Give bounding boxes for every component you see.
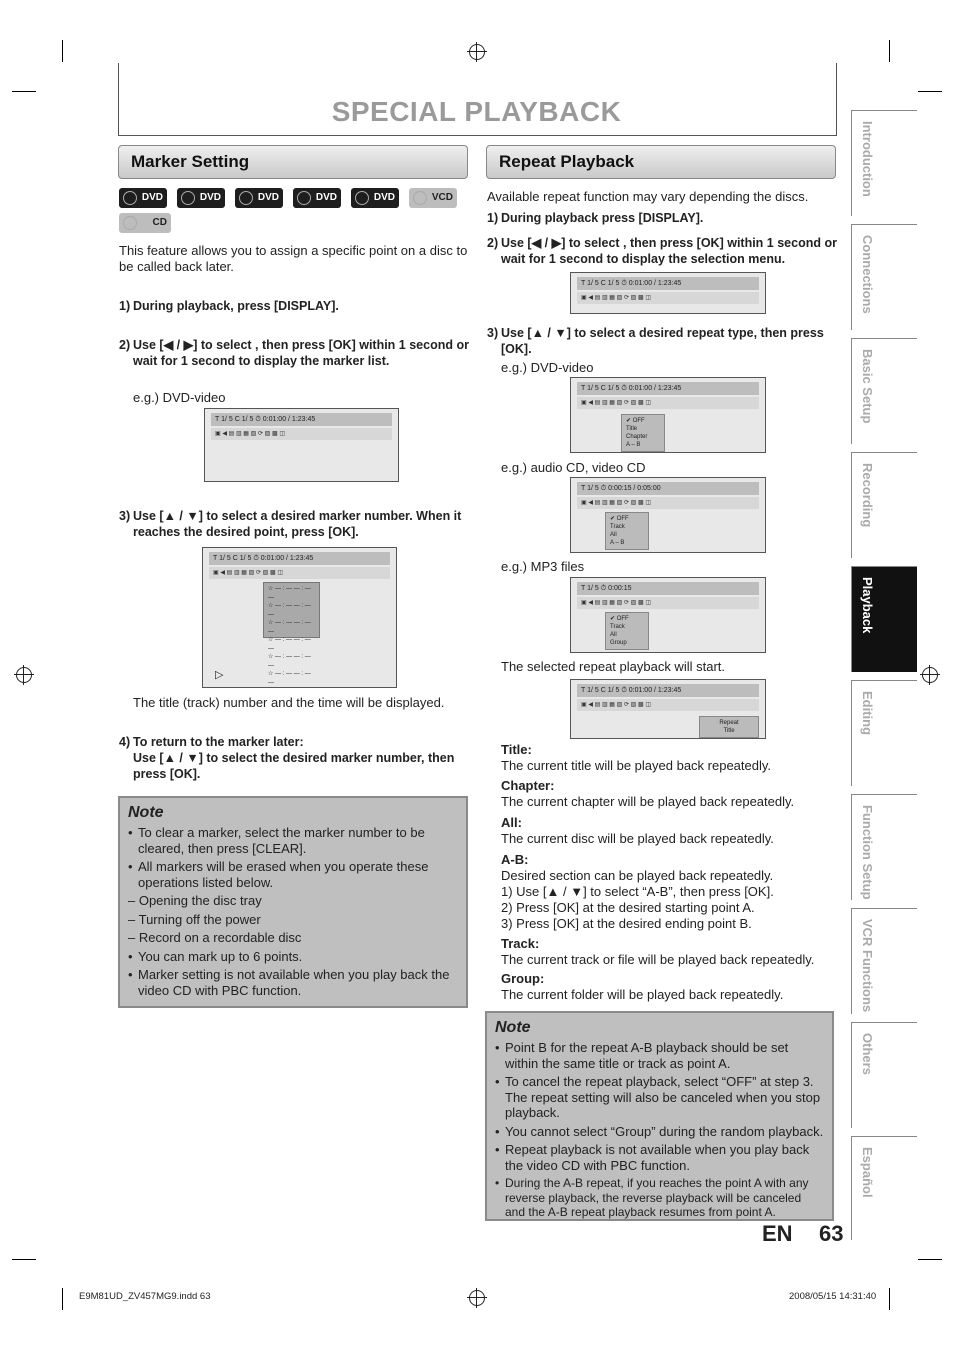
registration-mark-icon [469,1290,485,1306]
def-term: A-B: [501,852,529,867]
tab-others[interactable] [851,1022,917,1128]
marker-note-box [118,796,468,1008]
dvd-minus-r-icon: DVD [351,188,399,208]
marker-step-3-text: Use [▲ / ▼] to select a desired marker number. When it reaches the desired point, press [OK]. [133,509,462,539]
tab-label: Connections [860,235,875,314]
osd-icon-bar: ▣ ◀ ▤ ▥ ▦ ▧ ⟳ ▨ ▩ ◫ [577,699,759,711]
repeat-step-1: 1) During playback press [DISPLAY]. [487,210,837,226]
marker-step-2-text: Use [◀ / ▶] to select , then press [OK] within 1 second or wait for 1 second to display the marker list. [133,338,469,368]
marker-step-4-text: Use [▲ / ▼] to select the desired marker number, then press [OK]. [133,751,455,781]
menu-option: All [610,632,617,638]
osd-icon-bar: ▣ ◀ ▤ ▥ ▦ ▧ ⟳ ▨ ▩ ◫ [211,428,392,440]
note-title: Note [495,1019,531,1036]
dvd-minus-rw-icon: DVD [293,188,341,208]
crop-mark [12,91,36,92]
page-number: 63 [819,1221,844,1246]
osd-icon-bar: ▣ ◀ ▤ ▥ ▦ ▧ ⟳ ▨ ▩ ◫ [577,292,759,304]
repeat-eg-cd: e.g.) audio CD, video CD [501,460,646,475]
note-item: • You cannot select “Group” during the random playback. [495,1124,824,1140]
osd-status-bar: T 1/ 5 C 1/ 5 ⏱ 0:01:00 / 1:23:45 [577,277,759,290]
note-item: • To cancel the repeat playback, select “OFF” at step 3. The repeat setting will also be canceled when you stop playback. [495,1074,824,1121]
tab-label: Basic Setup [860,349,875,424]
menu-option: ✔ OFF [610,616,629,622]
osd-repeat-menu-cd [570,477,766,553]
def-desc: The current track or file will be played back repeatedly. [501,952,815,967]
osd-icon-bar: ▣ ◀ ▤ ▥ ▦ ▧ ⟳ ▨ ▩ ◫ [577,597,759,609]
def-desc: The current chapter will be played back repeatedly. [501,794,795,809]
repeat-menu [605,612,649,650]
osd-icon-bar: ▣ ◀ ▤ ▥ ▦ ▧ ⟳ ▨ ▩ ◫ [577,397,759,409]
repeat-eg-mp3: e.g.) MP3 files [501,559,585,574]
page-title: SPECIAL PLAYBACK [331,96,622,127]
repeat-menu [605,512,649,550]
repeat-status-box [699,716,759,738]
tab-label: VCR Functions [860,919,875,1013]
note-subitem: – Turning off the power [128,911,261,927]
note-item: • Point B for the repeat A-B playback should be set within the same title or track as point A. [495,1040,824,1071]
tab-label: Editing [860,691,875,736]
note-title: Note [128,804,164,821]
repeat-status-value: Title [723,728,735,734]
marker-step-4: 4) To return to the marker later: Use [▲ / ▼] to select the desired marker number, then press [OK]. [119,734,469,782]
note-item: • To clear a marker, select the marker number to be cleared, then press [CLEAR]. [128,825,458,856]
osd-status-bar: T 1/ 5 C 1/ 5 ⏱ 0:01:00 / 1:23:45 [577,684,759,697]
osd-status-bar: T 1/ 5 C 1/ 5 ⏱ 0:01:00 / 1:23:45 [209,552,390,565]
tab-label: Playback [860,577,875,634]
osd-icon-bar: ▣ ◀ ▤ ▥ ▦ ▧ ⟳ ▨ ▩ ◫ [577,497,759,509]
marker-step-4-title: To return to the marker later: [133,735,304,749]
marker-list [263,582,320,686]
tab-vcr-functions[interactable] [851,908,917,1014]
osd-marker-display [204,408,399,482]
repeat-step-3-text: Use [▲ / ▼] to select a desired repeat type, then press [OK]. [501,326,824,356]
menu-option: ✔ OFF [626,418,645,424]
marker-item: ☆ — : — — : — — [268,654,311,669]
dvd-plus-rw-icon: DVD [177,188,225,208]
osd-status-bar: T 1/ 5 ⏱ 0:00:15 [577,582,759,595]
osd-status-bar: T 1/ 5 C 1/ 5 ⏱ 0:01:00 / 1:23:45 [577,382,759,395]
crop-mark [918,91,942,92]
repeat-intro: Available repeat function may vary depending the discs. [487,189,809,204]
marker-item: ☆ — : — — : — — [268,620,311,635]
menu-option: Group [610,640,627,646]
tab-label: Function Setup [860,805,875,900]
print-date: 2008/05/15 14:31:40 [789,1291,877,1302]
osd-repeat-display [570,272,766,314]
note-item: • All markers will be erased when you operate these operations listed below. [128,859,458,890]
marker-intro: This feature allows you to assign a specific point on a disc to be called back later. [119,243,468,274]
crop-mark [889,40,890,62]
file-name: E9M81UD_ZV457MG9.indd 63 [79,1291,211,1302]
repeat-step-1-text: During playback press [DISPLAY]. [501,211,704,225]
repeat-playback-heading: Repeat Playback [486,145,836,179]
menu-option: ✔ OFF [610,516,629,522]
tab-espanol[interactable] [851,1136,917,1240]
osd-repeat-active [570,679,766,739]
tab-label: Español [860,1147,875,1198]
repeat-note-box [485,1011,834,1221]
marker-eg-dvd: e.g.) DVD-video [133,390,226,405]
repeat-eg-dvd: e.g.) DVD-video [501,360,594,375]
crop-mark [889,1288,890,1310]
registration-mark-icon [469,44,485,60]
vcd-icon: VCD [409,188,457,208]
menu-option: A – B [610,540,625,546]
tab-editing[interactable] [851,680,917,786]
osd-marker-list [202,547,397,688]
dvd-video-icon: DVD [119,188,167,208]
note-subitem: – Opening the disc tray [128,893,262,908]
osd-icon-bar: ▣ ◀ ▤ ▥ ▦ ▧ ⟳ ▨ ▩ ◫ [209,567,390,579]
marker-item: ☆ — : — — : — — [268,586,311,601]
tab-function-setup[interactable] [851,794,917,900]
tab-label: Others [860,1033,875,1075]
def-term: Chapter: [501,778,555,793]
repeat-status-label: Repeat [719,720,739,726]
repeat-step-3: 3) Use [▲ / ▼] to select a desired repeat type, then press [OK]. [487,325,837,357]
def-desc: The current folder will be played back repeatedly. [501,987,784,1002]
marker-item: ☆ — : — — : — — [268,671,311,686]
note-item: • Repeat playback is not available when you play back the video CD with PBC function. [495,1142,824,1173]
marker-setting-heading: Marker Setting [118,145,468,179]
menu-option: Track [610,624,625,630]
repeat-menu [621,414,665,452]
tab-label: Recording [860,463,875,528]
osd-repeat-menu-dvd [570,377,766,453]
tab-connections[interactable] [851,224,917,330]
crop-mark [12,1259,36,1260]
def-term: Title: [501,742,532,757]
tab-introduction[interactable] [851,110,917,216]
tab-label: Introduction [860,121,875,197]
play-icon: ▷ [215,669,224,681]
dvd-plus-r-icon: DVD [235,188,283,208]
repeat-step-2: 2) Use [◀ / ▶] to select , then press [OK] within 1 second or wait for 1 second to display the selection menu. [487,236,837,266]
tab-basic-setup[interactable] [851,338,917,444]
def-desc: Desired section can be played back repeatedly. [501,868,774,883]
ab-step: 1) Use [▲ / ▼] to select “A-B”, then press [OK]. [501,884,774,899]
registration-mark-icon [922,667,938,683]
def-term: Track: [501,936,540,951]
cd-icon: CD [119,213,171,233]
def-term: Group: [501,971,545,986]
note-item: • You can mark up to 6 points. [128,949,458,965]
def-term: All: [501,815,522,830]
marker-item: ☆ — : — — : — — [268,637,311,652]
ab-step: 3) Press [OK] at the desired ending point B. [501,916,752,931]
note-subitem: – Record on a recordable disc [128,930,302,945]
registration-mark-icon [16,667,32,683]
repeat-start-text: The selected repeat playback will start. [501,659,725,674]
tab-playback[interactable] [851,566,917,672]
menu-option: Track [610,524,625,530]
language-label: EN [762,1221,793,1246]
marker-item: ☆ — : — — : — — [268,603,311,618]
marker-caption: The title (track) number and the time will be displayed. [133,695,445,710]
menu-option: Title [626,426,638,432]
marker-step-1-text: During playback, press [DISPLAY]. [133,299,339,313]
osd-repeat-menu-mp3 [570,577,766,653]
marker-step-2: 2) Use [◀ / ▶] to select , then press [OK] within 1 second or wait for 1 second to display the marker list. [119,338,469,368]
ab-step: 2) Press [OK] at the desired starting point A. [501,900,755,915]
osd-status-bar: T 1/ 5 ⏱ 0:00:15 / 0:05:00 [577,482,759,495]
marker-step-3: 3) Use [▲ / ▼] to select a desired marker number. When it reaches the desired point, press [OK]. [119,508,469,540]
crop-mark [62,40,63,62]
note-item: • During the A-B repeat, if you reaches the point A with any reverse playback, the reverse playback will be canceled and the A-B repeat playback resumes from point A. [495,1176,824,1220]
tab-recording[interactable] [851,452,917,558]
crop-mark [62,1288,63,1310]
crop-mark [918,1259,942,1260]
def-desc: The current disc will be played back repeatedly. [501,831,774,846]
repeat-step-2-text: Use [◀ / ▶] to select , then press [OK] within 1 second or wait for 1 second to display the selection menu. [501,236,837,266]
menu-option: Chapter [626,434,648,440]
def-desc: The current title will be played back repeatedly. [501,758,772,773]
marker-step-1: 1) During playback, press [DISPLAY]. [119,298,469,314]
menu-option: All [610,532,617,538]
menu-option: A – B [626,442,641,448]
osd-status-bar: T 1/ 5 C 1/ 5 ⏱ 0:01:00 / 1:23:45 [211,413,392,426]
note-item: • Marker setting is not available when you play back the video CD with PBC function. [128,967,458,998]
